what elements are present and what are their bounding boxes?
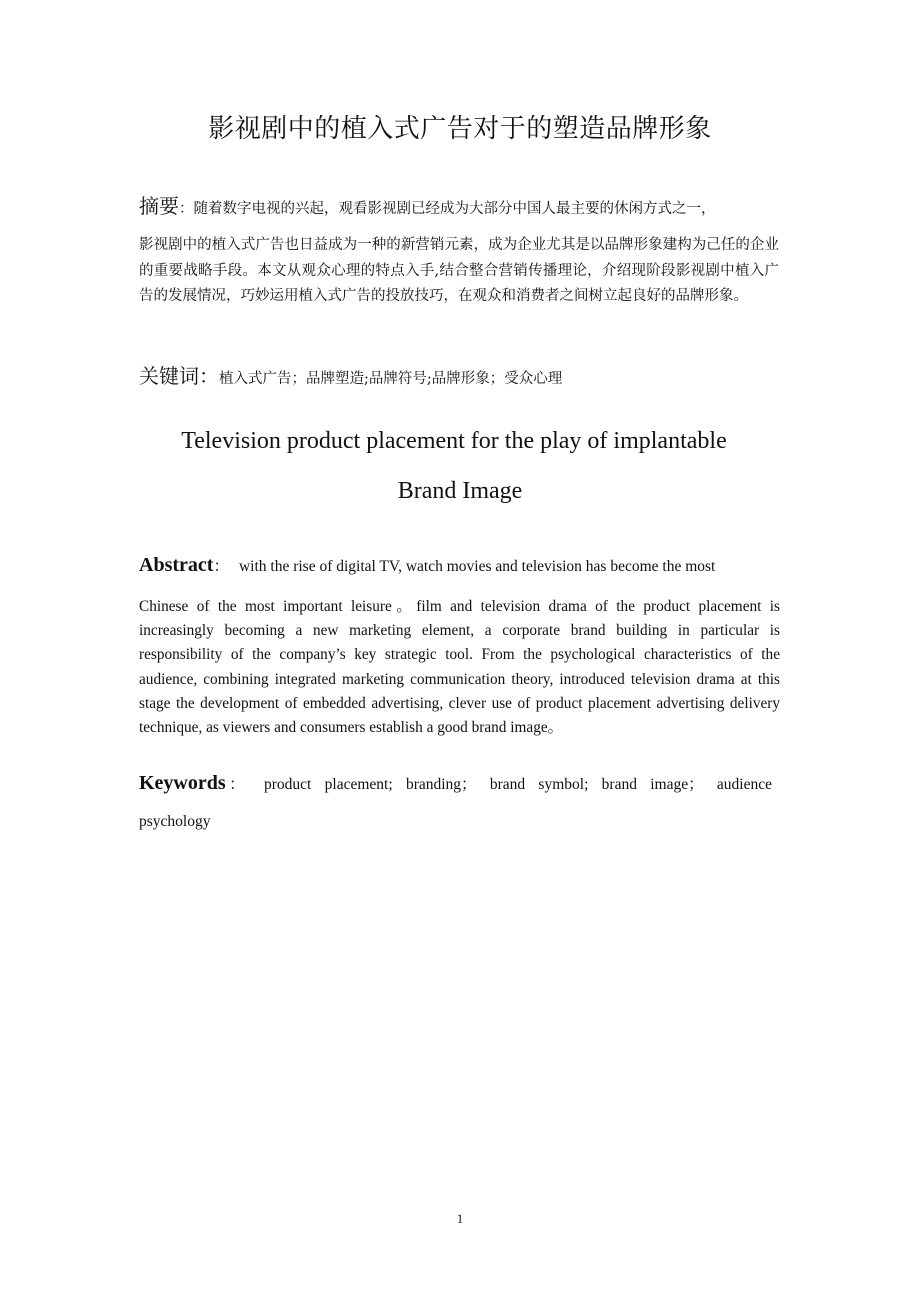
english-title-line2: Brand Image [397,478,523,504]
english-keywords [139,772,772,795]
english-abstract-colon: ： [213,558,229,575]
chinese-keywords-text: 植入式广告；品牌塑造;品牌符号;品牌形象；受众心理 [219,371,563,387]
page-number: 1 [456,1211,464,1226]
chinese-title: 影视剧中的植入式广告对于的塑造品牌形象 [208,114,712,144]
english-abstract-label: Abstract [139,554,214,576]
chinese-abstract-body: 影视剧中的植入式广告也日益成为一种的新营销元素，成为企业尤其是以品牌形象建构为己任的企业的重要战略手段。本文从观众心理的特点入手,结合整合营销传播理论，介绍现阶段影视剧中植入广告的发展情况，巧妙运用植入式广告的投放技巧，在观众和消费者之间树立起良好的品牌形象。 [139,237,779,304]
english-keywords-line1: product placement; branding； brand symbol; brand image； audience [264,776,772,793]
chinese-keywords-label: 关键词： [139,364,219,388]
english-abstract-body: Chinese of the most important leisure。film and television drama of the product placement is increasingly becoming a new marketing element, a corporate brand building in particular is responsibility of the company’s key strategic tool. From the psychological characteristics of the audience, combining integrated marketing communication theory, introduced television drama at this stage the development of embedded advertising, clever use of product placement advertising delivery technique, as viewers and consumers establish a good brand image。 [139,598,780,737]
chinese-abstract-label: 摘要 [139,194,179,218]
chinese-abstract-line1: 随着数字电视的兴起，观看影视剧已经成为大部分中国人最主要的休闲方式之一， [193,201,716,217]
chinese-abstract-first-line [139,190,779,219]
chinese-keywords [139,360,779,389]
english-keywords-colon: ： [225,776,249,793]
english-keywords-line2: psychology [139,813,211,830]
chinese-abstract-colon: ： [179,201,194,217]
english-keywords-label: Keywords [139,772,226,794]
english-abstract-first-line [139,554,779,577]
english-title-line1: Television product placement for the play of implantable [181,428,727,454]
english-abstract-line1: with the rise of digital TV, watch movies and television has become the most [238,558,716,575]
